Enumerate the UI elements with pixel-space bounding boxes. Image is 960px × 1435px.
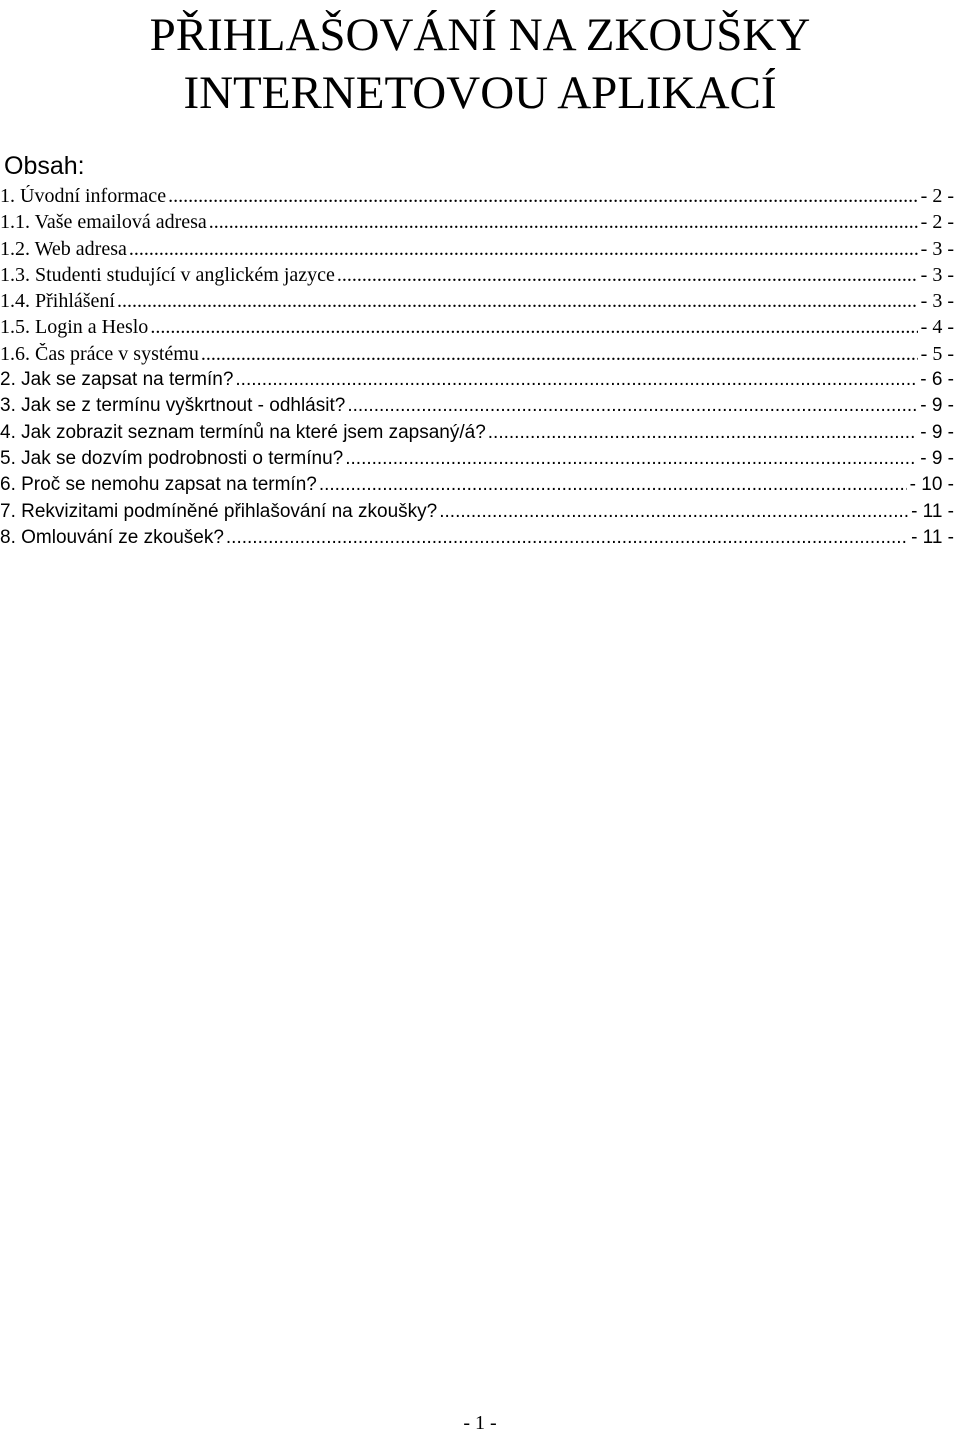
- toc-entry-text: 6. Proč se nemohu zapsat na termín?: [0, 474, 317, 496]
- toc-entry-text: 2. Jak se zapsat na termín?: [0, 369, 234, 391]
- toc-entry-page: - 9 -: [920, 395, 954, 417]
- toc-entry-page: - 3 -: [920, 263, 954, 286]
- toc-entry-text: 1. Úvodní informace: [0, 185, 167, 207]
- toc-entry-6[interactable]: [0, 474, 960, 500]
- toc-entry-text: 1.1. Vaše emailová adresa: [0, 211, 207, 234]
- toc-entry-7[interactable]: [0, 501, 960, 527]
- toc-entry-text: 1.5. Login a Heslo: [0, 316, 149, 339]
- document-title: [0, 6, 960, 122]
- toc-dot-leader: [337, 264, 918, 287]
- toc-entry-1-3[interactable]: [0, 264, 960, 290]
- toc-dot-leader: [129, 238, 918, 261]
- title-line-2: INTERNETOVOU APLIKACÍ: [183, 67, 777, 119]
- toc-entry-text: 1.2. Web adresa: [0, 237, 127, 260]
- toc-entry-8[interactable]: [0, 527, 960, 553]
- toc-entry-page: - 5 -: [920, 342, 954, 365]
- toc-entry-text: 8. Omlouvání ze zkoušek?: [0, 526, 224, 548]
- table-of-contents: [0, 185, 960, 553]
- toc-dot-leader: [150, 316, 917, 339]
- toc-entry-page: - 10 -: [909, 474, 954, 496]
- toc-entry-text: 1.4. Přihlášení: [0, 290, 115, 313]
- toc-dot-leader: [319, 474, 907, 496]
- toc-entry-page: - 11 -: [911, 500, 954, 522]
- toc-entry-3[interactable]: [0, 395, 960, 421]
- toc-dot-leader: [439, 501, 908, 523]
- toc-heading: Obsah:: [4, 152, 85, 180]
- toc-entry-page: - 4 -: [920, 316, 954, 339]
- toc-dot-leader: [235, 369, 917, 391]
- toc-entry-1-5[interactable]: [0, 316, 960, 342]
- toc-entry-text: 3. Jak se z termínu vyškrtnout - odhlásit?: [0, 395, 346, 417]
- toc-entry-page: - 6 -: [920, 369, 954, 391]
- toc-entry-2[interactable]: [0, 369, 960, 395]
- toc-dot-leader: [347, 395, 917, 417]
- toc-entry-page: - 9 -: [920, 421, 954, 443]
- toc-entry-page: - 2 -: [920, 185, 954, 207]
- toc-entry-text: 7. Rekvizitami podmíněné přihlašování na zkoušky?: [0, 500, 438, 522]
- page-number: - 1 -: [463, 1412, 497, 1434]
- toc-dot-leader: [345, 448, 917, 470]
- toc-entry-page: - 3 -: [920, 237, 954, 260]
- toc-entry-text: 5. Jak se dozvím podrobnosti o termínu?: [0, 447, 344, 469]
- toc-dot-leader: [488, 422, 917, 444]
- toc-entry-page: - 9 -: [920, 447, 954, 469]
- toc-dot-leader: [117, 290, 918, 313]
- toc-entry-1-2[interactable]: [0, 238, 960, 264]
- toc-entry-5[interactable]: [0, 448, 960, 474]
- toc-entry-page: - 11 -: [911, 526, 954, 548]
- toc-entry-1-4[interactable]: [0, 290, 960, 316]
- toc-entry-1-6[interactable]: [0, 343, 960, 369]
- toc-entry-text: 1.6. Čas práce v systému: [0, 342, 199, 365]
- toc-entry-4[interactable]: [0, 422, 960, 448]
- toc-dot-leader: [226, 527, 908, 549]
- toc-entry-text: 1.3. Studenti studující v anglickém jazyce: [0, 263, 335, 286]
- toc-dot-leader: [168, 185, 918, 208]
- toc-entry-text: 4. Jak zobrazit seznam termínů na které jsem zapsaný/á?: [0, 421, 486, 443]
- toc-entry-page: - 2 -: [920, 211, 954, 234]
- title-line-1: PŘIHLAŠOVÁNÍ NA ZKOUŠKY: [149, 9, 811, 61]
- toc-dot-leader: [201, 343, 918, 366]
- toc-entry-page: - 3 -: [920, 290, 954, 313]
- toc-dot-leader: [209, 211, 918, 234]
- toc-entry-1[interactable]: [0, 185, 960, 211]
- toc-entry-1-1[interactable]: [0, 211, 960, 237]
